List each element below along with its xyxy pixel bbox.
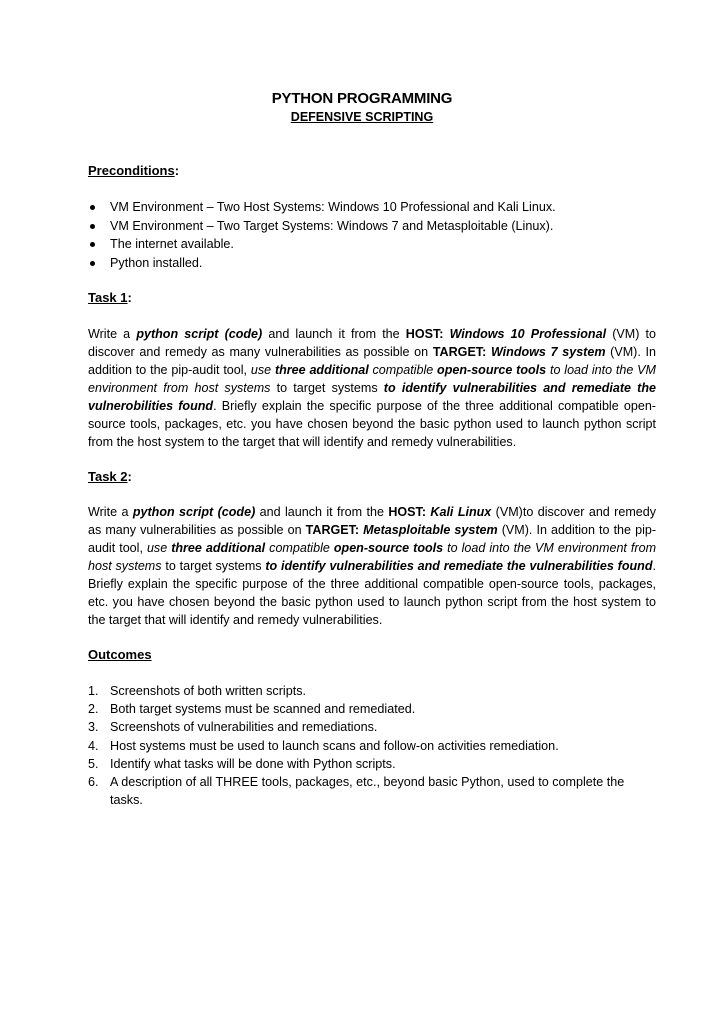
text-run: TARGET: xyxy=(432,345,491,360)
text-run: Windows 7 system xyxy=(490,345,606,360)
text-run: Write a xyxy=(88,505,133,519)
list-text: A description of all THREE tools, packages, etc., beyond basic Python, used to complete the tasks. xyxy=(110,775,625,808)
task2-paragraph xyxy=(88,503,656,629)
text-run: compatible xyxy=(265,541,334,556)
task1-heading-label: Task 1 xyxy=(88,290,128,305)
text-run: HOST: xyxy=(405,327,450,341)
text-run: and launch it from the xyxy=(255,505,389,519)
list-item xyxy=(88,700,658,718)
list-item xyxy=(88,718,658,736)
preconditions-heading xyxy=(88,163,179,178)
list-number: 4. xyxy=(88,738,99,753)
text-run: (VM)to discover and remedy as many vulnerabilities as possible on xyxy=(88,505,657,538)
text-run: Kali Linux xyxy=(430,505,492,519)
document-title: PYTHON PROGRAMMING xyxy=(271,90,453,107)
list-text: Identify what tasks will be done with Python scripts. xyxy=(110,756,396,771)
text-run: python script (code) xyxy=(136,327,263,341)
list-item xyxy=(88,737,658,755)
text-run: (VM). In addition to the pip-audit tool, xyxy=(88,523,657,556)
outcomes-heading xyxy=(88,647,152,662)
text-run: and launch it from the xyxy=(262,327,406,341)
text-run: Windows 10 Professional xyxy=(449,327,607,341)
list-number: 6. xyxy=(88,775,99,790)
text-run: to identify vulnerabilities and remediate the vulnerabilities found xyxy=(265,559,653,574)
text-run: open-source tools xyxy=(333,541,444,556)
text-run: use xyxy=(146,541,172,556)
task1-heading-colon: : xyxy=(127,290,132,305)
text-run: (VM). In addition to the pip-audit tool, xyxy=(88,345,656,378)
document-subtitle: DEFENSIVE SCRIPTING xyxy=(290,110,434,124)
list-number: 1. xyxy=(88,684,99,698)
text-run: Write a xyxy=(88,327,137,341)
list-item: VM Environment – Two Target Systems: Windows 7 and Metasploitable (Linux). xyxy=(88,217,556,236)
text-run: open-source tools xyxy=(437,363,547,378)
outcomes-heading-label: Outcomes xyxy=(88,647,152,662)
list-item xyxy=(88,755,658,773)
list-number: 3. xyxy=(88,720,99,735)
task2-heading-label: Task 2 xyxy=(88,469,128,484)
text-run: Metasploitable system xyxy=(363,523,498,538)
text-run: to target systems xyxy=(270,381,384,396)
text-run: three additional xyxy=(171,541,266,556)
task1-paragraph xyxy=(88,325,656,451)
task2-heading-colon: : xyxy=(127,469,132,484)
text-run: TARGET: xyxy=(305,523,364,538)
text-run: use xyxy=(250,363,275,378)
text-run: compatible xyxy=(368,363,438,378)
outcomes-list xyxy=(88,682,658,809)
task1-heading xyxy=(88,290,132,305)
text-run: python script (code) xyxy=(132,505,256,519)
text-run: to target systems xyxy=(161,559,266,574)
list-item: Python installed. xyxy=(88,254,556,273)
text-run: HOST: xyxy=(388,505,431,519)
text-run: (VM) to discover and remedy as many vulnerabilities as possible on xyxy=(88,327,656,360)
text-run: to identify vulnerabilities and remediate the vulnerobilities found xyxy=(88,381,656,414)
list-item xyxy=(88,682,658,700)
list-text: Both target systems must be scanned and remediated. xyxy=(110,702,416,717)
list-number: 2. xyxy=(88,702,99,717)
list-text: Host systems must be used to launch scans and follow-on activities remediation. xyxy=(110,738,559,753)
text-run: three additional xyxy=(274,363,369,378)
list-item: The internet available. xyxy=(88,235,556,254)
text-run: to load into the VM environment from host systems xyxy=(88,363,656,396)
preconditions-list xyxy=(88,198,556,273)
text-run: . Briefly explain the specific purpose of the three additional compatible open-source tools, packages, etc. you have chosen beyond the basic python used to launch python script from the host system to the target that will identify and remedy vulnerabilities. xyxy=(88,399,656,450)
list-text: Screenshots of vulnerabilities and remediations. xyxy=(110,720,378,735)
preconditions-heading-label: Preconditions xyxy=(88,163,175,178)
text-run: . Briefly explain the specific purpose of the three additional compatible open-source tools, packages, etc. you have chosen beyond the basic python used to launch python script from the host system to the target that will identify and remedy vulnerabilities. xyxy=(88,559,656,628)
list-number: 5. xyxy=(88,756,99,771)
list-text: Screenshots of both written scripts. xyxy=(110,684,306,698)
task2-heading xyxy=(88,469,132,484)
list-item xyxy=(88,773,658,809)
list-item: VM Environment – Two Host Systems: Windows 10 Professional and Kali Linux. xyxy=(88,198,556,217)
text-run: to load into the VM environment from host systems xyxy=(88,541,657,574)
preconditions-heading-colon: : xyxy=(174,163,180,178)
